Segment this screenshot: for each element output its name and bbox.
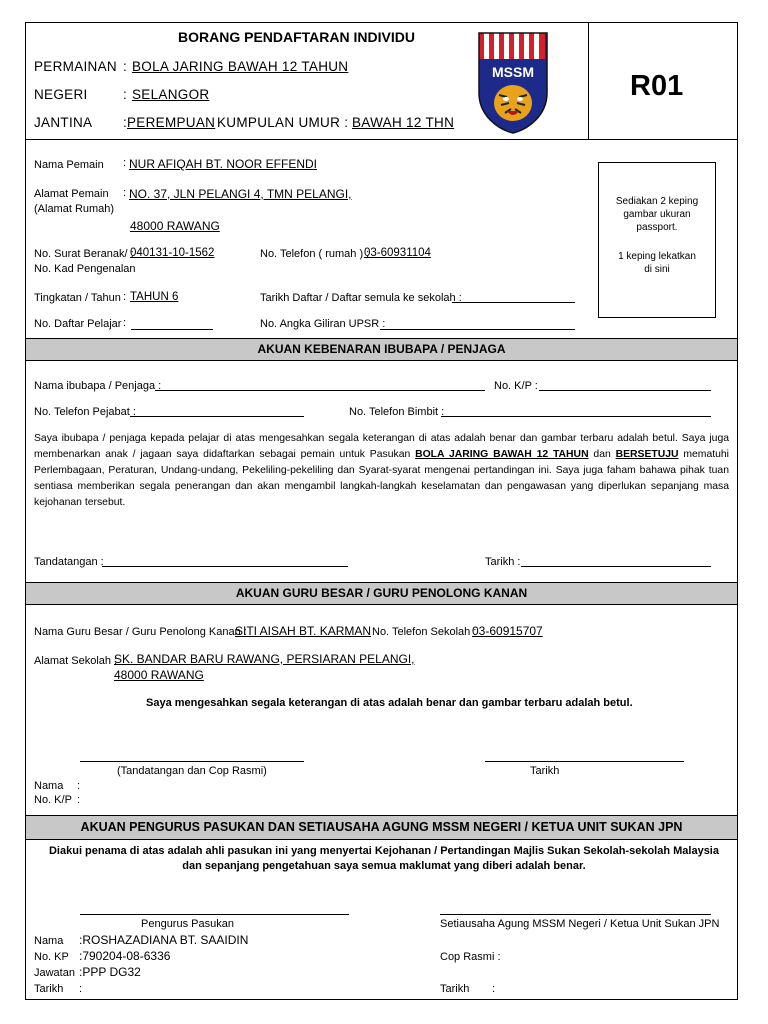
photo-box bbox=[598, 162, 716, 318]
headmaster-signature-caption: (Tandatangan dan Cop Rasmi) bbox=[117, 765, 267, 777]
angka-giliran-label: No. Angka Giliran UPSR : bbox=[260, 318, 386, 330]
headmaster-nama-label2: Nama bbox=[34, 780, 64, 792]
school-address-line2: 48000 RAWANG bbox=[114, 668, 204, 682]
headmaster-signature-line bbox=[80, 761, 304, 762]
parent-tandatangan-label: Tandatangan : bbox=[34, 556, 104, 568]
setiausaha-tarikh-colon: : bbox=[492, 983, 496, 995]
manager-kp-label: No. KP bbox=[34, 951, 69, 963]
permainan-value: BOLA JARING BAWAH 12 TAHUN bbox=[132, 59, 349, 74]
permainan-label: PERMAINAN bbox=[34, 59, 117, 74]
headmaster-nama-colon: : bbox=[77, 780, 81, 792]
parent-kp-label: No. K/P : bbox=[494, 380, 538, 392]
tingkatan-label: Tingkatan / Tahun bbox=[34, 292, 121, 304]
setiausaha-signature-caption: Setiausaha Agung MSSM Negeri / Ketua Unit Sukan JPN bbox=[440, 918, 720, 930]
parent-pejabat-line bbox=[130, 416, 304, 417]
jantina-colon: : bbox=[123, 115, 128, 130]
parent-declaration-text-a: Saya ibubapa / penjaga kepada pelajar di atas mengesahkan segala keterangan di atas adalah benar dan gambar terbaru adalah betul. Saya juga membenarkan anak / jagaan saya didaftarkan sebagai pemain untuk Pasukan bbox=[34, 433, 729, 460]
tingkatan-value: TAHUN 6 bbox=[130, 291, 179, 303]
parent-declaration-text-c: mematuhi Perlembagaan, Peraturan, Undang-undang, Pekeliling-pekeliling dan Syarat-syarat mengenai pertandingan ini. Saya juga faham bahawa pihak tuan sentiasa memberikan segala penerangan dan akan mengambil langkah-langkah keselamatan dan pengawasan yang diperlukan sepanjang masa kejohanan tersebut. bbox=[34, 449, 729, 508]
headmaster-statement: Saya mengesahkan segala keterangan di atas adalah benar dan gambar terbaru adalah betul. bbox=[146, 697, 633, 709]
alamat-pemain-sublabel: (Alamat Rumah) bbox=[34, 203, 115, 215]
header-bottom-rule bbox=[26, 139, 737, 140]
negeri-label: NEGERI bbox=[34, 87, 88, 102]
kumpulan-label: KUMPULAN UMUR : bbox=[217, 115, 349, 130]
nama-pemain-value: NUR AFIQAH BT. NOOR EFFENDI bbox=[129, 157, 318, 171]
jantina-value: PEREMPUAN bbox=[127, 115, 216, 130]
headmaster-kp-label: No. K/P bbox=[34, 794, 72, 806]
nama-pemain-colon: : bbox=[123, 157, 127, 169]
parent-nama-label: Nama ibubapa / Penjaga : bbox=[34, 380, 162, 392]
manager-jawatan-value: :PPP DG32 bbox=[79, 965, 141, 979]
negeri-colon: : bbox=[123, 87, 128, 102]
tarikh-daftar-label: Tarikh Daftar / Daftar semula ke sekolah : bbox=[260, 292, 462, 304]
parent-pejabat-label: No. Telefon Pejabat : bbox=[34, 406, 136, 418]
manager-kp-value: :790204-08-6336 bbox=[79, 949, 171, 963]
manager-tarikh-label: Tarikh bbox=[34, 983, 64, 995]
setiausaha-tarikh-label: Tarikh bbox=[440, 983, 470, 995]
alamat-pemain-colon: : bbox=[123, 187, 127, 199]
school-tel-label: No. Telefon Sekolah : bbox=[372, 626, 477, 638]
negeri-value: SELANGOR bbox=[132, 87, 210, 102]
manager-statement-line1: Diakui penama di atas adalah ahli pasukan ini yang menyertai Kejohanan / Pertandingan Majlis Sukan Sekolah-sekolah Malaysia bbox=[48, 845, 719, 857]
manager-nama-label: Nama bbox=[34, 935, 64, 947]
school-address-line1: SK. BANDAR BARU RAWANG, PERSIARAN PELANGI, bbox=[114, 652, 415, 666]
photo-instruction-3: passport. bbox=[636, 222, 678, 233]
school-tel-value: 03-60915707 bbox=[472, 624, 543, 638]
manager-signature-line bbox=[80, 914, 349, 915]
headmaster-nama-value: SITI AISAH BT. KARMAN bbox=[235, 624, 372, 638]
manager-jawatan-label: Jawatan bbox=[34, 967, 75, 979]
kad-pengenalan-label: No. Kad Pengenalan bbox=[34, 263, 136, 275]
manager-signature-caption: Pengurus Pasukan bbox=[141, 918, 234, 930]
school-address-label: Alamat Sekolah : bbox=[34, 655, 118, 667]
alamat-pemain-line1: NO. 37, JLN PELANGI 4, TMN PELANGI, bbox=[129, 187, 352, 201]
tarikh-daftar-line bbox=[452, 302, 575, 303]
parent-signature-line bbox=[102, 566, 348, 567]
manager-section-band: AKUAN PENGURUS PASUKAN DAN SETIAUSAHA AGUNG MSSM NEGERI / KETUA UNIT SUKAN JPN bbox=[26, 815, 737, 840]
headmaster-section-band: AKUAN GURU BESAR / GURU PENOLONG KANAN bbox=[26, 582, 737, 605]
header-divider-right bbox=[588, 22, 589, 140]
daftar-pelajar-line bbox=[131, 329, 213, 330]
jantina-label: JANTINA bbox=[34, 115, 93, 130]
manager-statement-line2: dan sepanjang pengetahuan saya semua maklumat yang diberi adalah benar. bbox=[182, 860, 586, 872]
setiausaha-signature-line bbox=[440, 914, 711, 915]
nama-pemain-label: Nama Pemain bbox=[34, 159, 104, 171]
alamat-pemain-label: Alamat Pemain bbox=[34, 188, 109, 200]
manager-tarikh-value: : bbox=[79, 983, 83, 995]
angka-giliran-line bbox=[380, 329, 575, 330]
parent-tarikh-label: Tarikh : bbox=[485, 556, 521, 568]
parent-bimbit-label: No. Telefon Bimbit : bbox=[349, 406, 445, 418]
mssm-logo-text: MSSM bbox=[492, 64, 534, 80]
photo-instruction-1: Sediakan 2 keping bbox=[615, 196, 699, 207]
kumpulan-value: BAWAH 12 THN bbox=[352, 115, 455, 130]
telefon-rumah-value: 03-60931104 bbox=[364, 247, 431, 259]
parent-tarikh-line bbox=[521, 566, 711, 567]
daftar-pelajar-colon: : bbox=[123, 317, 127, 329]
headmaster-kp-colon: : bbox=[77, 794, 81, 806]
alamat-pemain-line2: 48000 RAWANG bbox=[130, 219, 220, 233]
photo-instruction-4: 1 keping lekatkan bbox=[618, 251, 696, 262]
headmaster-tarikh-line bbox=[485, 761, 684, 762]
telefon-rumah-label: No. Telefon ( rumah ) : bbox=[260, 248, 370, 260]
parent-declaration bbox=[34, 431, 729, 511]
parent-declaration-text-b: dan bbox=[588, 449, 616, 460]
manager-nama-value: :ROSHAZADIANA BT. SAAIDIN bbox=[79, 933, 249, 947]
photo-instruction-2: gambar ukuran bbox=[623, 209, 691, 220]
daftar-pelajar-label: No. Daftar Pelajar bbox=[34, 318, 122, 330]
surat-beranak-value: 040131-10-1562 bbox=[130, 247, 215, 259]
tingkatan-colon: : bbox=[123, 291, 127, 303]
surat-beranak-label: No. Surat Beranak/ : bbox=[34, 248, 134, 260]
parent-declaration-team: BOLA JARING BAWAH 12 TAHUN bbox=[415, 449, 589, 460]
parent-section-band: AKUAN KEBENARAN IBUBAPA / PENJAGA bbox=[26, 338, 737, 361]
photo-instruction-5: di sini bbox=[644, 264, 670, 275]
form-title: BORANG PENDAFTARAN INDIVIDU bbox=[178, 29, 415, 45]
cop-rasmi-label: Cop Rasmi : bbox=[440, 951, 501, 963]
mssm-logo bbox=[477, 31, 549, 135]
permainan-colon: : bbox=[123, 59, 128, 74]
parent-bimbit-line bbox=[441, 416, 711, 417]
headmaster-nama-label: Nama Guru Besar / Guru Penolong Kanan : bbox=[34, 626, 247, 638]
headmaster-tarikh-caption: Tarikh bbox=[530, 765, 560, 777]
parent-nama-line bbox=[155, 390, 485, 391]
parent-kp-line bbox=[539, 390, 711, 391]
form-code: R01 bbox=[630, 70, 684, 102]
parent-declaration-agree: BERSETUJU bbox=[615, 449, 679, 460]
